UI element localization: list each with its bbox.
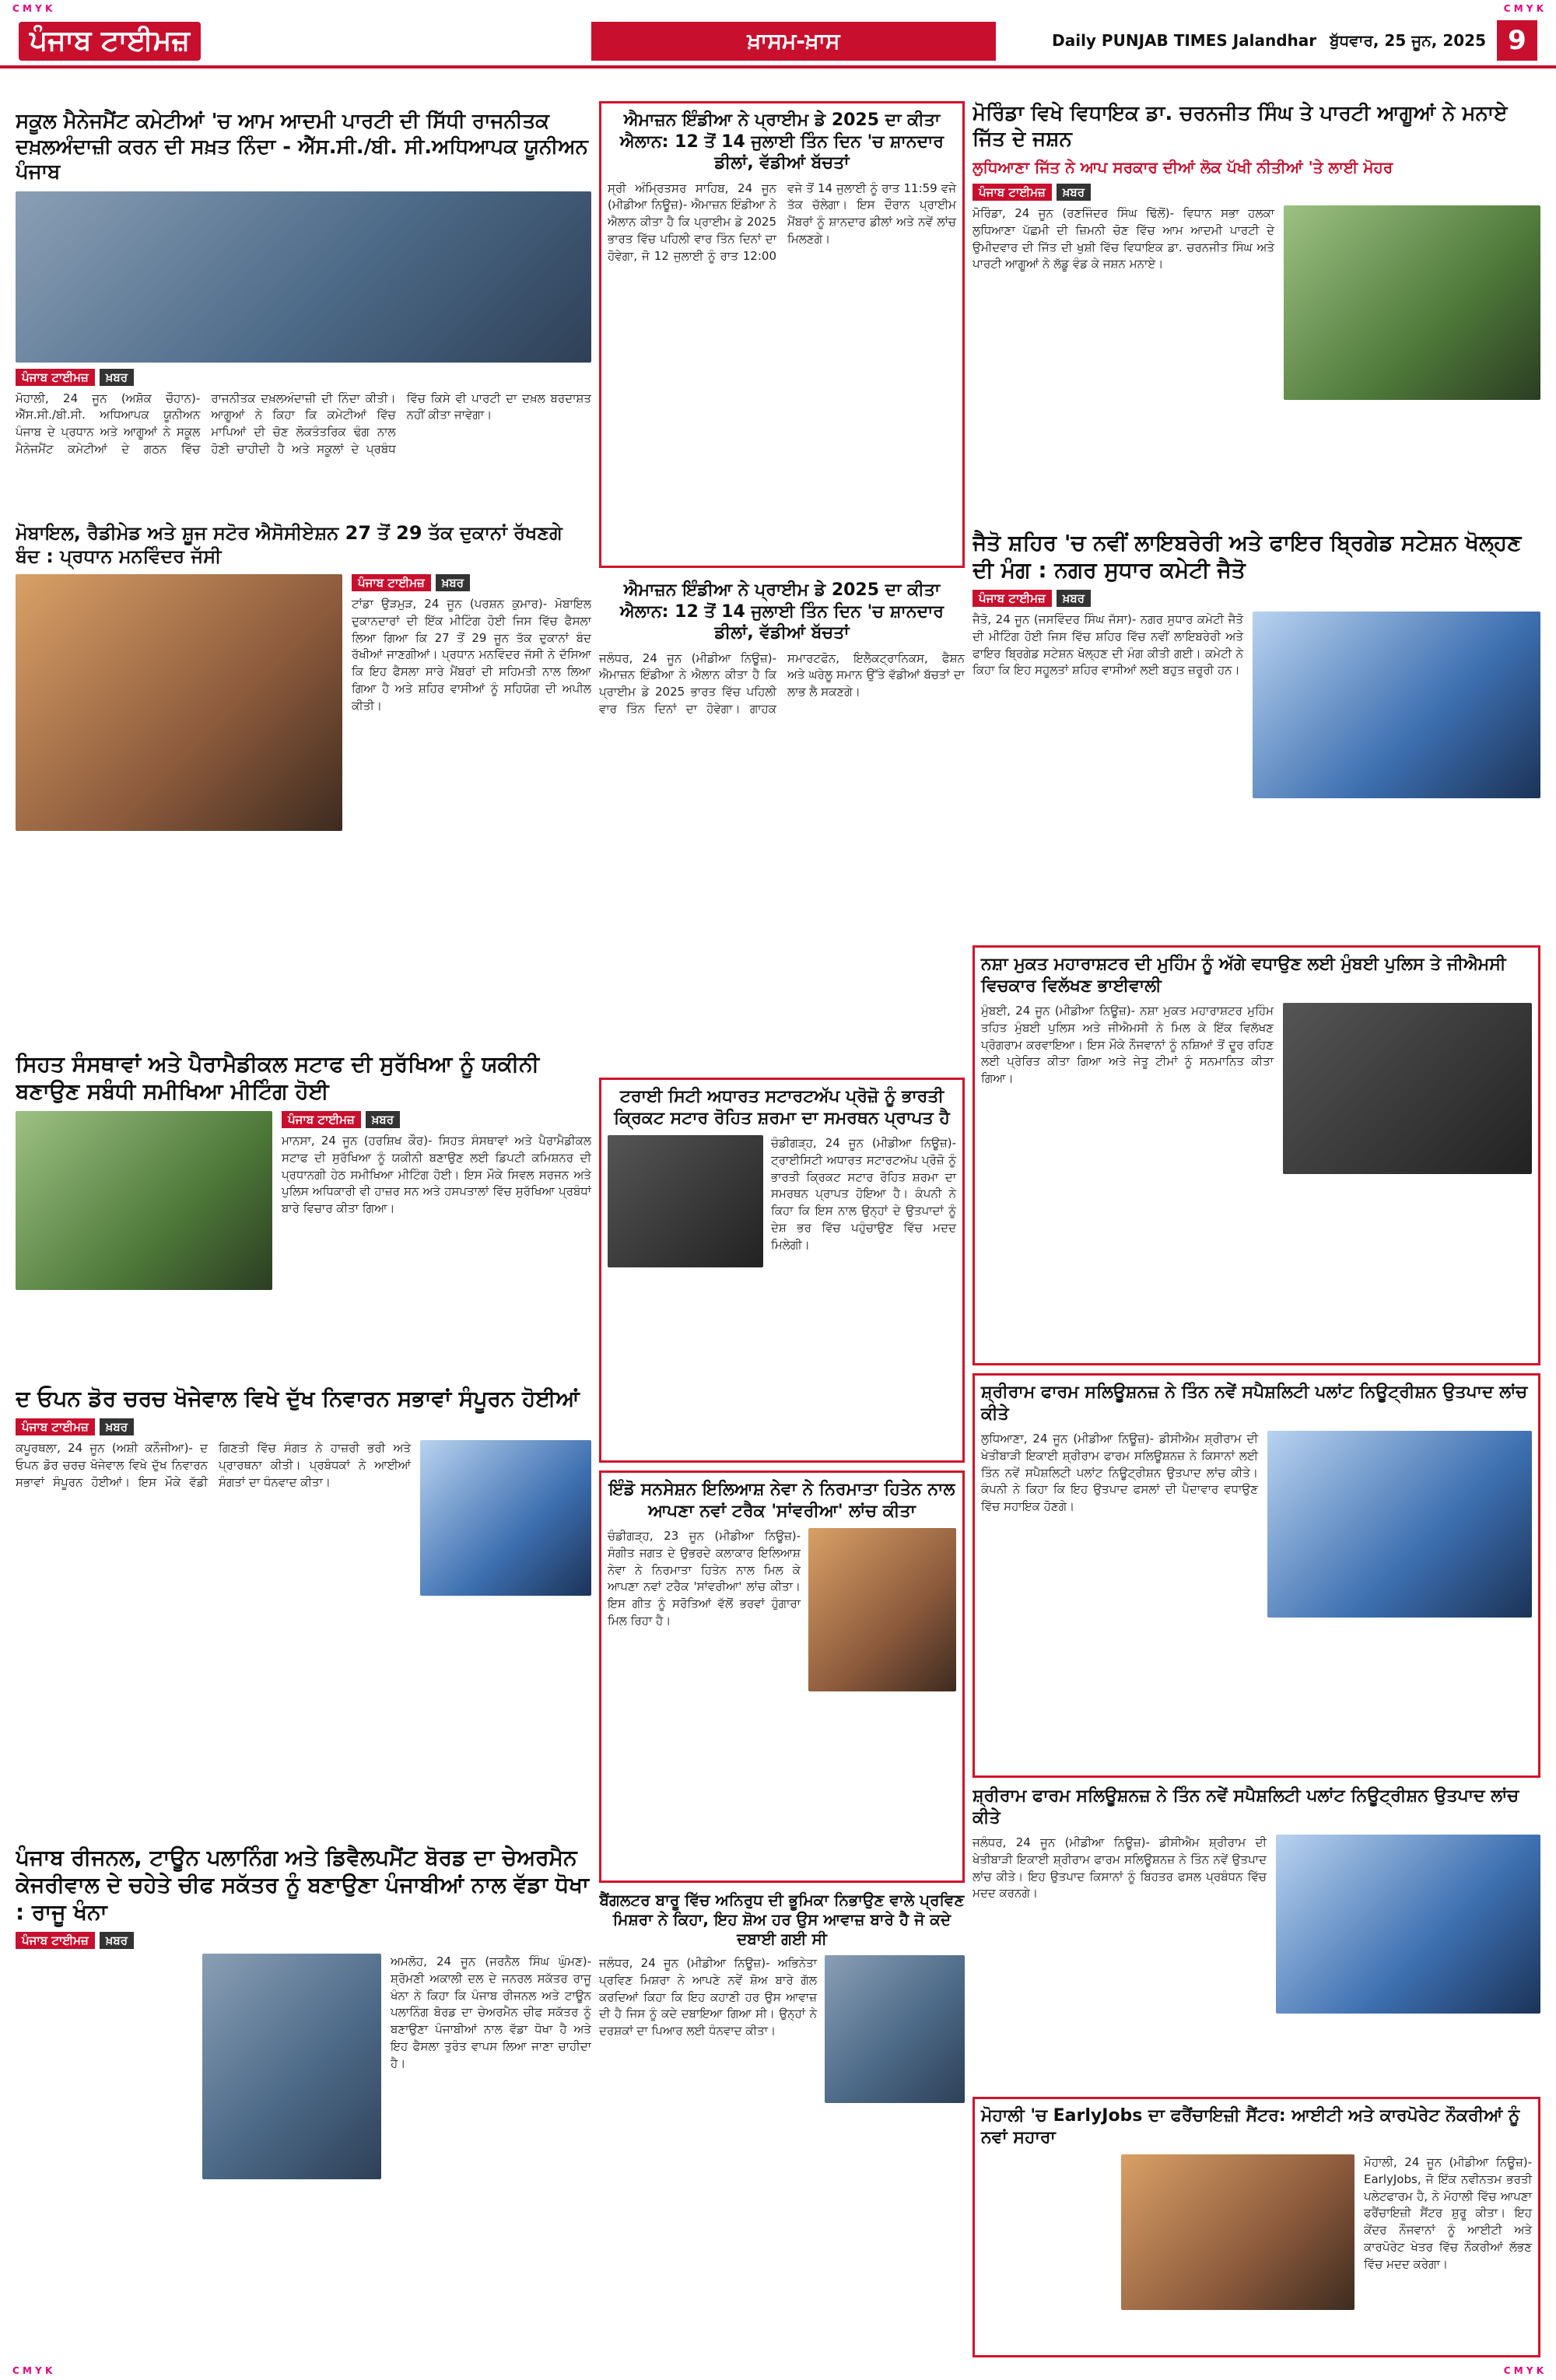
photo [16, 191, 591, 363]
story-mobile-shops [16, 521, 591, 1043]
article-body: ਮਾਨਸਾ, 24 ਜੂਨ (ਹਰਸ਼ਿਖ ਕੌਰ)- ਸਿਹਤ ਸੰਸਥਾਵਾਂ ਅਤੇ ਪੈਰਾਮੈਡੀਕਲ ਸਟਾਫ ਦੀ ਸੁਰੱਖਿਆ ਨੂੰ ਯਕੀਨੀ ਬਣਾਉਣ ਲਈ ਡਿਪਟੀ ਕਮਿਸ਼ਨਰ ਦੀ ਪ੍ਰਧਾਨਗੀ ਹੇਠ ਸਮੀਖਿਆ ਮੀਟਿੰਗ ਹੋਈ। ਇਸ ਮੌਕੇ ਸਿਵਲ ਸਰਜਨ ਅਤੇ ਪੁਲਿਸ ਅਧਿਕਾਰੀ ਵੀ ਹਾਜ਼ਰ ਸਨ ਅਤੇ ਹਸਪਤਾਲਾਂ ਵਿੱਚ ਸੁਰੱਖਿਆ ਪ੍ਰਬੰਧਾਂ ਬਾਰੇ ਵਿਚਾਰ ਕੀਤਾ ਗਿਆ। [282, 1134, 591, 1215]
article-body: ਜਲੰਧਰ, 24 ਜੂਨ (ਮੀਡੀਆ ਨਿਊਜ਼)- ਡੀਸੀਐਮ ਸ਼੍ਰੀਰਾਮ ਦੀ ਖੇਤੀਬਾੜੀ ਇਕਾਈ ਸ਼੍ਰੀਰਾਮ ਫਾਰਮ ਸਲਿਊਸ਼ਨਜ਼ ਨੇ ਤਿੰਨ ਨਵੇਂ ਉਤਪਾਦ ਲਾਂਚ ਕੀਤੇ। ਇਹ ਉਤਪਾਦ ਕਿਸਾਨਾਂ ਨੂੰ ਬਿਹਤਰ ਫਸਲ ਪ੍ਰਬੰਧਨ ਵਿੱਚ ਮਦਦ ਕਰਨਗੇ। [972, 1835, 1267, 1901]
photo [825, 1955, 965, 2103]
article-body: ਜਲੰਧਰ, 24 ਜੂਨ (ਮੀਡੀਆ ਨਿਊਜ਼)- ਅਭਿਨੇਤਾ ਪ੍ਰਵਿਣ ਮਿਸ਼ਰਾ ਨੇ ਆਪਣੇ ਨਵੇਂ ਸ਼ੋਅ ਬਾਰੇ ਗੱਲ ਕਰਦਿਆਂ ਕਿਹਾ ਕਿ ਇਹ ਕਹਾਣੀ ਹਰ ਉਸ ਆਵਾਜ਼ ਦੀ ਹੈ ਜਿਸ ਨੂੰ ਕਦੇ ਦਬਾਇਆ ਗਿਆ ਸੀ। ਉਨ੍ਹਾਂ ਨੇ ਦਰਸ਼ਕਾਂ ਦਾ ਪਿਆਰ ਲਈ ਧੰਨਵਾਦ ਕੀਤਾ। [599, 1956, 817, 2038]
article-body: ਲੁਧਿਆਣਾ, 24 ਜੂਨ (ਮੀਡੀਆ ਨਿਊਜ਼)- ਡੀਸੀਐਮ ਸ਼੍ਰੀਰਾਮ ਦੀ ਖੇਤੀਬਾੜੀ ਇਕਾਈ ਸ਼੍ਰੀਰਾਮ ਫਾਰਮ ਸਲਿਊਸ਼ਨਜ਼ ਨੇ ਕਿਸਾਨਾਂ ਲਈ ਤਿੰਨ ਨਵੇਂ ਸਪੈਸ਼ਲਿਟੀ ਪਲਾਂਟ ਨਿਊਟ੍ਰੀਸ਼ਨ ਉਤਪਾਦ ਲਾਂਚ ਕੀਤੇ। ਕੰਪਨੀ ਨੇ ਕਿਹਾ ਕਿ ਇਹ ਉਤਪਾਦ ਫਸਲਾਂ ਦੀ ਪੈਦਾਵਾਰ ਵਧਾਉਣ ਵਿੱਚ ਸਹਾਇਕ ਹੋਣਗੇ। [981, 1432, 1258, 1513]
story-amazon-prime-day-1 [599, 101, 965, 568]
cmyk-marker-bottom-right: C M Y K [1503, 2365, 1544, 2376]
byline-tag: ਪੰਜਾਬ ਟਾਈਮਜ਼ [16, 1932, 95, 1949]
article-body: ਮੋਰਿੰਡਾ, 24 ਜੂਨ (ਰਣਜਿੰਦਰ ਸਿੰਘ ਢਿੱਲੋਂ)- ਵਿਧਾਨ ਸਭਾ ਹਲਕਾ ਲੁਧਿਆਣਾ ਪੱਛਮੀ ਦੀ ਜ਼ਿਮਨੀ ਚੋਣ ਵਿੱਚ ਆਮ ਆਦਮੀ ਪਾਰਟੀ ਦੇ ਉਮੀਦਵਾਰ ਦੀ ਜਿੱਤ ਦੀ ਖੁਸ਼ੀ ਵਿੱਚ ਵਿਧਾਇਕ ਡਾ. ਚਰਨਜੀਤ ਸਿੰਘ ਅਤੇ ਪਾਰਟੀ ਆਗੂਆਂ ਨੇ ਲੱਡੂ ਵੰਡ ਕੇ ਜਸ਼ਨ ਮਨਾਏ। [972, 206, 1274, 272]
story-smc [16, 109, 591, 514]
byline-kind: ਖ਼ਬਰ [366, 1111, 400, 1128]
headline: ਟਰਾਈ ਸਿਟੀ ਅਧਾਰਤ ਸਟਾਰਟਅੱਪ ਪ੍ਰੋਜ਼ੋ ਨੂੰ ਭਾਰਤੀ ਕ੍ਰਿਕਟ ਸਟਾਰ ਰੋਹਿਤ ਸ਼ਰਮਾ ਦਾ ਸਮਰਥਨ ਪ੍ਰਾਪਤ ਹੈ [614, 1087, 950, 1128]
print-registration-bar [0, 0, 1556, 17]
story-prozo [599, 1078, 965, 1463]
photo [1253, 612, 1540, 798]
cmyk-marker-left: C M Y K [12, 3, 53, 14]
article-body: ਕਪੂਰਥਲਾ, 24 ਜੂਨ (ਅਸ਼ੀ ਕਨੌਜੀਆ)- ਦ ਓਪਨ ਡੋਰ ਚਰਚ ਖੋਜੇਵਾਲ ਵਿਖੇ ਦੁੱਖ ਨਿਵਾਰਨ ਸਭਾਵਾਂ ਸੰਪੂਰਨ ਹੋਈਆਂ। ਇਸ ਮੌਕੇ ਵੱਡੀ ਗਿਣਤੀ ਵਿੱਚ ਸੰਗਤ ਨੇ ਹਾਜ਼ਰੀ ਭਰੀ ਅਤੇ ਪ੍ਰਾਰਥਨਾ ਕੀਤੀ। ਪ੍ਰਬੰਧਕਾਂ ਨੇ ਆਈਆਂ ਸੰਗਤਾਂ ਦਾ ਧੰਨਵਾਦ ਕੀਤਾ। [16, 1441, 411, 1489]
article-body: ਮੋਹਾਲੀ, 24 ਜੂਨ (ਮੀਡੀਆ ਨਿਊਜ਼)- EarlyJobs, ਜੋ ਇੱਕ ਨਵੀਨਤਮ ਭਰਤੀ ਪਲੇਟਫਾਰਮ ਹੈ, ਨੇ ਮੋਹਾਲੀ ਵਿੱਚ ਆਪਣਾ ਫਰੈਂਚਾਇਜ਼ੀ ਸੈਂਟਰ ਸ਼ੁਰੂ ਕੀਤਾ। ਇਹ ਕੇਂਦਰ ਨੌਜਵਾਨਾਂ ਨੂੰ ਆਈਟੀ ਅਤੇ ਕਾਰਪੋਰੇਟ ਖੇਤਰ ਵਿੱਚ ਨੌਕਰੀਆਂ ਲੱਭਣ ਵਿੱਚ ਮਦਦ ਕਰੇਗਾ। [1364, 2155, 1532, 2271]
cmyk-marker-right: C M Y K [1503, 3, 1544, 14]
story-shriram-1 [972, 1373, 1540, 1778]
byline-tag: ਪੰਜਾਬ ਟਾਈਮਜ਼ [972, 590, 1052, 607]
headline: ਮੋਹਾਲੀ 'ਚ EarlyJobs ਦਾ ਫਰੈਂਚਾਇਜ਼ੀ ਸੈਂਟਰ: ਆਈਟੀ ਅਤੇ ਕਾਰਪੋਰੇਟ ਨੌਕਰੀਆਂ ਨੂੰ ਨਵਾਂ ਸਹਾਰਾ [981, 2106, 1520, 2147]
page-header [0, 17, 1556, 68]
headline: ਸਕੂਲ ਮੈਨੇਜਮੈਂਟ ਕਮੇਟੀਆਂ 'ਚ ਆਮ ਆਦਮੀ ਪਾਰਟੀ ਦੀ ਸਿੱਧੀ ਰਾਜਨੀਤਕ ਦਖ਼ਲਅੰਦਾਜ਼ੀ ਕਰਨ ਦੀ ਸਖ਼ਤ ਨਿੰਦਾ - ਐੱਸ.ਸੀ./ਬੀ. ਸੀ.ਅਧਿਆਪਕ ਯੂਨੀਅਨ ਪੰਜਾਬ [16, 110, 588, 184]
issue-date: ਬੁੱਧਵਾਰ, 25 ਜੂਨ, 2025 [1330, 31, 1486, 50]
headline: ਸ਼੍ਰੀਰਾਮ ਫਾਰਮ ਸਲਿਊਸ਼ਨਜ਼ ਨੇ ਤਿੰਨ ਨਵੇਂ ਸਪੈਸ਼ਲਿਟੀ ਪਲਾਂਟ ਨਿਊਟ੍ਰੀਸ਼ਨ ਉਤਪਾਦ ਲਾਂਚ ਕੀਤੇ [981, 1383, 1528, 1424]
photo [808, 1528, 956, 1691]
headline: ਸ਼੍ਰੀਰਾਮ ਫਾਰਮ ਸਲਿਊਸ਼ਨਜ਼ ਨੇ ਤਿੰਨ ਨਵੇਂ ਸਪੈਸ਼ਲਿਟੀ ਪਲਾਂਟ ਨਿਊਟ੍ਰੀਸ਼ਨ ਉਤਪਾਦ ਲਾਂਚ ਕੀਤੇ [972, 1786, 1519, 1828]
photo [1267, 1431, 1532, 1618]
article-body: ਅਮਲੋਹ, 24 ਜੂਨ (ਜਰਨੈਲ ਸਿੰਘ ਘੁੰਮਣ)- ਸ਼੍ਰੋਮਣੀ ਅਕਾਲੀ ਦਲ ਦੇ ਜਨਰਲ ਸਕੱਤਰ ਰਾਜੂ ਖੰਨਾ ਨੇ ਕਿਹਾ ਕਿ ਪੰਜਾਬ ਰੀਜਨਲ ਅਤੇ ਟਾਊਨ ਪਲਾਨਿੰਗ ਬੋਰਡ ਦਾ ਚੇਅਰਮੈਨ ਚੀਫ ਸਕੱਤਰ ਨੂੰ ਬਣਾਉਣਾ ਪੰਜਾਬੀਆਂ ਨਾਲ ਵੱਡਾ ਧੋਖਾ ਹੈ ਅਤੇ ਇਹ ਫੈਸਲਾ ਤੁਰੰਤ ਵਾਪਸ ਲਿਆ ਜਾਣਾ ਚਾਹੀਦਾ ਹੈ। [391, 1954, 591, 2070]
byline-tag: ਪੰਜਾਬ ਟਾਈਮਜ਼ [972, 184, 1052, 201]
story-shriram-2 [972, 1786, 1540, 2089]
story-raju-khanna [16, 1844, 591, 2357]
article-body: ਜਲੰਧਰ, 24 ਜੂਨ (ਮੀਡੀਆ ਨਿਊਜ਼)- ਐਮਾਜ਼ਨ ਇੰਡੀਆ ਨੇ ਐਲਾਨ ਕੀਤਾ ਹੈ ਕਿ ਪ੍ਰਾਈਮ ਡੇ 2025 ਭਾਰਤ ਵਿੱਚ ਪਹਿਲੀ ਵਾਰ ਤਿੰਨ ਦਿਨਾਂ ਦਾ ਹੋਵੇਗਾ। ਗਾਹਕ ਸਮਾਰਟਫੋਨ, ਇਲੈਕਟ੍ਰਾਨਿਕਸ, ਫੈਸ਼ਨ ਅਤੇ ਘਰੇਲੂ ਸਮਾਨ ਉੱਤੇ ਵੱਡੀਆਂ ਬੱਚਤਾਂ ਦਾ ਲਾਭ ਲੈ ਸਕਣਗੇ। [599, 650, 965, 716]
photo [1284, 205, 1540, 400]
story-mumbai-police [972, 945, 1540, 1365]
headline: ਪੰਜਾਬ ਰੀਜਨਲ, ਟਾਊਨ ਪਲਾਨਿੰਗ ਅਤੇ ਡਿਵੈਲਪਮੈਂਟ ਬੋਰਡ ਦਾ ਚੇਅਰਮੈਨ ਕੇਜਰੀਵਾਲ ਦੇ ਚਹੇਤੇ ਚੀਫ ਸਕੱਤਰ ਨੂੰ ਬਣਾਉਣਾ ਪੰਜਾਬੀਆਂ ਨਾਲ ਵੱਡਾ ਧੋਖਾ : ਰਾਜੂ ਖੰਨਾ [16, 1845, 590, 1925]
masthead: ਪੰਜਾਬ ਟਾਈਮਜ਼ [19, 22, 201, 61]
article-body: ਜੈਤੋ, 24 ਜੂਨ (ਜਸਵਿੰਦਰ ਸਿੰਘ ਜੱਸਾ)- ਨਗਰ ਸੁਧਾਰ ਕਮੇਟੀ ਜੈਤੋ ਦੀ ਮੀਟਿੰਗ ਹੋਈ ਜਿਸ ਵਿੱਚ ਸ਼ਹਿਰ ਵਿੱਚ ਨਵੀਂ ਲਾਇਬਰੇਰੀ ਅਤੇ ਫਾਇਰ ਬ੍ਰਿਗੇਡ ਸਟੇਸ਼ਨ ਖੋਲ੍ਹਣ ਦੀ ਮੰਗ ਕੀਤੀ ਗਈ। ਕਮੇਟੀ ਨੇ ਕਿਹਾ ਕਿ ਇਹ ਸਹੂਲਤਾਂ ਸ਼ਹਿਰ ਵਾਸੀਆਂ ਲਈ ਬਹੁਤ ਜ਼ਰੂਰੀ ਹਨ। [972, 612, 1243, 678]
article-body: ਮੁੰਬਈ, 24 ਜੂਨ (ਮੀਡੀਆ ਨਿਊਜ਼)- ਨਸ਼ਾ ਮੁਕਤ ਮਹਾਰਾਸ਼ਟਰ ਮੁਹਿੰਮ ਤਹਿਤ ਮੁੰਬਈ ਪੁਲਿਸ ਅਤੇ ਜੀਐਮਸੀ ਨੇ ਮਿਲ ਕੇ ਇੱਕ ਵਿਲੱਖਣ ਪ੍ਰੋਗਰਾਮ ਕਰਵਾਇਆ। ਇਸ ਮੌਕੇ ਨੌਜਵਾਨਾਂ ਨੂੰ ਨਸ਼ਿਆਂ ਤੋਂ ਦੂਰ ਰਹਿਣ ਲਈ ਪ੍ਰੇਰਿਤ ਕੀਤਾ ਗਿਆ ਅਤੇ ਜੇਤੂ ਟੀਮਾਂ ਨੂੰ ਸਨਮਾਨਿਤ ਕੀਤਾ ਗਿਆ। [981, 1004, 1274, 1085]
page-number: 9 [1497, 20, 1537, 61]
byline-tag: ਪੰਜਾਬ ਟਾਈਮਜ਼ [282, 1111, 361, 1128]
photo [16, 574, 342, 831]
article-body: ਮੋਹਾਲੀ, 24 ਜੂਨ (ਅਸ਼ੋਕ ਚੌਹਾਨ)- ਐੱਸ.ਸੀ./ਬੀ.ਸੀ. ਅਧਿਆਪਕ ਯੂਨੀਅਨ ਪੰਜਾਬ ਦੇ ਪ੍ਰਧਾਨ ਅਤੇ ਆਗੂਆਂ ਨੇ ਸਕੂਲ ਮੈਨੇਜਮੈਂਟ ਕਮੇਟੀਆਂ ਦੇ ਗਠਨ ਵਿੱਚ ਰਾਜਨੀਤਕ ਦਖ਼ਲਅੰਦਾਜ਼ੀ ਦੀ ਨਿੰਦਾ ਕੀਤੀ। ਆਗੂਆਂ ਨੇ ਕਿਹਾ ਕਿ ਕਮੇਟੀਆਂ ਵਿੱਚ ਮਾਪਿਆਂ ਦੀ ਚੋਣ ਲੋਕਤੰਤਰਿਕ ਢੰਗ ਨਾਲ ਹੋਣੀ ਚਾਹੀਦੀ ਹੈ ਅਤੇ ਸਕੂਲਾਂ ਦੇ ਪ੍ਰਬੰਧ ਵਿੱਚ ਕਿਸੇ ਵੀ ਪਾਰਟੀ ਦਾ ਦਖ਼ਲ ਬਰਦਾਸ਼ਤ ਨਹੀਂ ਕੀਤਾ ਜਾਵੇਗਾ। [16, 391, 591, 456]
article-body: ਸ੍ਰੀ ਅੰਮ੍ਰਿਤਸਰ ਸਾਹਿਬ, 24 ਜੂਨ (ਮੀਡੀਆ ਨਿਊਜ਼)- ਐਮਾਜ਼ਨ ਇੰਡੀਆ ਨੇ ਐਲਾਨ ਕੀਤਾ ਹੈ ਕਿ ਪ੍ਰਾਈਮ ਡੇ 2025 ਭਾਰਤ ਵਿੱਚ ਪਹਿਲੀ ਵਾਰ ਤਿੰਨ ਦਿਨਾਂ ਦਾ ਹੋਵੇਗਾ, ਜੋ 12 ਜੁਲਾਈ ਨੂੰ ਰਾਤ 12:00 ਵਜੇ ਤੋਂ 14 ਜੁਲਾਈ ਨੂੰ ਰਾਤ 11:59 ਵਜੇ ਤੱਕ ਚੱਲੇਗਾ। ਇਸ ਦੌਰਾਨ ਪ੍ਰਾਈਮ ਮੈਂਬਰਾਂ ਨੂੰ ਸ਼ਾਨਦਾਰ ਡੀਲਾਂ ਅਤੇ ਨਵੇਂ ਲਾਂਚ ਮਿਲਣਗੇ। [608, 181, 956, 263]
story-pravin-mishra [599, 1891, 965, 2357]
headline: ਜੈਤੋ ਸ਼ਹਿਰ 'ਚ ਨਵੀਂ ਲਾਇਬਰੇਰੀ ਅਤੇ ਫਾਇਰ ਬ੍ਰਿਗੇਡ ਸਟੇਸ਼ਨ ਖੋਲ੍ਹਣ ਦੀ ਮੰਗ : ਨਗਰ ਸੁਧਾਰ ਕਮੇਟੀ ਜੈਤੋ [972, 530, 1522, 583]
article-body: ਚੰਡੀਗੜ੍ਹ, 24 ਜੂਨ (ਮੀਡੀਆ ਨਿਊਜ਼)- ਟ੍ਰਾਈਸਿਟੀ ਅਧਾਰਤ ਸਟਾਰਟਅੱਪ ਪ੍ਰੋਜ਼ੋ ਨੂੰ ਭਾਰਤੀ ਕ੍ਰਿਕਟ ਸਟਾਰ ਰੋਹਿਤ ਸ਼ਰਮਾ ਦਾ ਸਮਰਥਨ ਪ੍ਰਾਪਤ ਹੋਇਆ ਹੈ। ਕੰਪਨੀ ਨੇ ਕਿਹਾ ਕਿ ਇਸ ਨਾਲ ਉਨ੍ਹਾਂ ਦੇ ਉਤਪਾਦਾਂ ਨੂੰ ਦੇਸ਼ ਭਰ ਵਿੱਚ ਪਹੁੰਚਾਉਣ ਵਿੱਚ ਮਦਦ ਮਿਲੇਗੀ। [771, 1136, 956, 1252]
story-saawariya [599, 1470, 965, 1883]
story-earlyjobs [972, 2097, 1540, 2357]
photo [1276, 1835, 1540, 2014]
headline: ਮੋਰਿੰਡਾ ਵਿਖੇ ਵਿਧਾਇਕ ਡਾ. ਚਰਨਜੀਤ ਸਿੰਘ ਤੇ ਪਾਰਟੀ ਆਗੂਆਂ ਨੇ ਮਨਾਏ ਜਿੱਤ ਦੇ ਜਸ਼ਨ [972, 102, 1508, 151]
article-body: ਟਾਂਡਾ ਉੜਮੁੜ, 24 ਜੂਨ (ਪਰਸ਼ਨ ਕੁਮਾਰ)- ਮੋਬਾਇਲ ਦੁਕਾਨਦਾਰਾਂ ਦੀ ਇੱਕ ਮੀਟਿੰਗ ਹੋਈ ਜਿਸ ਵਿੱਚ ਫੈਸਲਾ ਲਿਆ ਗਿਆ ਕਿ 27 ਤੋਂ 29 ਜੂਨ ਤੱਕ ਦੁਕਾਨਾਂ ਬੰਦ ਰੱਖੀਆਂ ਜਾਣਗੀਆਂ। ਪ੍ਰਧਾਨ ਮਨਵਿੰਦਰ ਜੱਸੀ ਨੇ ਦੱਸਿਆ ਕਿ ਇਹ ਫੈਸਲਾ ਸਾਰੇ ਮੈਂਬਰਾਂ ਦੀ ਸਹਿਮਤੀ ਨਾਲ ਲਿਆ ਗਿਆ ਹੈ ਅਤੇ ਸ਼ਹਿਰ ਵਾਸੀਆਂ ਨੂੰ ਸਹਿਯੋਗ ਦੀ ਅਪੀਲ ਕੀਤੀ। [352, 597, 591, 713]
headline: ਸਿਹਤ ਸੰਸਥਾਵਾਂ ਅਤੇ ਪੈਰਾਮੈਡੀਕਲ ਸਟਾਫ ਦੀ ਸੁਰੱਖਿਆ ਨੂੰ ਯਕੀਨੀ ਬਣਾਉਣ ਸਬੰਧੀ ਸਮੀਖਿਆ ਮੀਟਿੰਗ ਹੋਈ [16, 1051, 540, 1104]
article-body: ਚੰਡੀਗੜ੍ਹ, 23 ਜੂਨ (ਮੀਡੀਆ ਨਿਊਜ਼)- ਸੰਗੀਤ ਜਗਤ ਦੇ ਉਭਰਦੇ ਕਲਾਕਾਰ ਇਲਿਆਸ਼ ਨੇਵਾ ਨੇ ਨਿਰਮਾਤਾ ਹਿਤੇਨ ਨਾਲ ਮਿਲ ਕੇ ਆਪਣਾ ਨਵਾਂ ਟਰੈਕ 'ਸਾਂਵਰੀਆ' ਲਾਂਚ ਕੀਤਾ। ਇਸ ਗੀਤ ਨੂੰ ਸਰੋਤਿਆਂ ਵੱਲੋਂ ਭਰਵਾਂ ਹੁੰਗਾਰਾ ਮਿਲ ਰਿਹਾ ਹੈ। [608, 1529, 801, 1628]
story-health-safety [16, 1050, 591, 1377]
story-open-door-church [16, 1385, 591, 1836]
byline-kind: ਖ਼ਬਰ [1057, 590, 1091, 607]
story-jaito-library [972, 529, 1540, 934]
byline-tag: ਪੰਜਾਬ ਟਾਈਮਜ਼ [16, 369, 95, 386]
story-amazon-prime-day-2 [599, 580, 965, 1070]
headline: ਐਮਾਜ਼ਨ ਇੰਡੀਆ ਨੇ ਪ੍ਰਾਈਮ ਡੇ 2025 ਦਾ ਕੀਤਾ ਐਲਾਨ: 12 ਤੋਂ 14 ਜੁਲਾਈ ਤਿੰਨ ਦਿਨ 'ਚ ਸ਼ਾਨਦਾਰ ਡੀਲਾਂ, ਵੱਡੀਆਂ ਬੱਚਤਾਂ [619, 580, 944, 643]
photo [202, 1954, 381, 2179]
print-registration-footer [0, 2362, 1556, 2380]
subheadline: ਲੁਧਿਆਣਾ ਜਿੱਤ ਨੇ ਆਪ ਸਰਕਾਰ ਦੀਆਂ ਲੋਕ ਪੱਖੀ ਨੀਤੀਆਂ 'ਤੇ ਲਾਈ ਮੋਹਰ [972, 158, 1393, 177]
headline: ਦ ਓਪਨ ਡੋਰ ਚਰਚ ਖੋਜੇਵਾਲ ਵਿਖੇ ਦੁੱਖ ਨਿਵਾਰਨ ਸਭਾਵਾਂ ਸੰਪੂਰਨ ਹੋਈਆਂ [16, 1386, 580, 1411]
headline: ਨਸ਼ਾ ਮੁਕਤ ਮਹਾਰਾਸ਼ਟਰ ਦੀ ਮੁਹਿੰਮ ਨੂੰ ਅੱਗੇ ਵਧਾਉਣ ਲਈ ਮੁੰਬਈ ਪੁਲਿਸ ਤੇ ਜੀਐਮਸੀ ਵਿਚਕਾਰ ਵਿਲੱਖਣ ਭਾਈਵਾਲੀ [981, 955, 1506, 996]
story-morinda-celebration [972, 101, 1540, 521]
byline-kind: ਖ਼ਬਰ [436, 574, 470, 591]
headline: ਐਮਾਜ਼ਨ ਇੰਡੀਆ ਨੇ ਪ੍ਰਾਈਮ ਡੇ 2025 ਦਾ ਕੀਤਾ ਐਲਾਨ: 12 ਤੋਂ 14 ਜੁਲਾਈ ਤਿੰਨ ਦਿਨ 'ਚ ਸ਼ਾਨਦਾਰ ਡੀਲਾਂ, ਵੱਡੀਆਂ ਬੱਚਤਾਂ [619, 110, 944, 173]
photo [1283, 1003, 1532, 1174]
photo [420, 1440, 591, 1596]
byline-tag: ਪੰਜਾਬ ਟਾਈਮਜ਼ [16, 1418, 95, 1435]
byline-kind: ਖ਼ਬਰ [1057, 184, 1091, 201]
byline-tag: ਪੰਜਾਬ ਟਾਈਮਜ਼ [352, 574, 431, 591]
headline: ਮੋਬਾਇਲ, ਰੈਡੀਮੇਡ ਅਤੇ ਸ਼ੂਜ ਸਟੋਰ ਐਸੋਸੀਏਸ਼ਨ 27 ਤੋਂ 29 ਤੱਕ ਦੁਕਾਨਾਂ ਰੱਖਣਗੇ ਬੰਦ : ਪ੍ਰਧਾਨ ਮਨਵਿੰਦਰ ਜੱਸੀ [16, 522, 562, 567]
photo [1121, 2154, 1354, 2310]
headline: ਇੰਡੋ ਸਨਸੇਸ਼ਨ ਇਲਿਆਸ਼ ਨੇਵਾ ਨੇ ਨਿਰਮਾਤਾ ਹਿਤੇਨ ਨਾਲ ਆਪਣਾ ਨਵਾਂ ਟਰੈਕ 'ਸਾਂਵਰੀਆ' ਲਾਂਚ ਕੀਤਾ [608, 1480, 955, 1521]
section-label: ਖ਼ਾਸਮ-ਖ਼ਾਸ [591, 22, 996, 61]
byline-kind: ਖ਼ਬਰ [100, 1932, 134, 1949]
edition-name: Daily PUNJAB TIMES Jalandhar [1052, 31, 1317, 50]
cmyk-marker-bottom-left: C M Y K [12, 2365, 53, 2376]
headline: ਬੈਂਗਲਟਰ ਬਾਰੂ ਵਿੱਚ ਅਨਿਰੁਧ ਦੀ ਭੂਮਿਕਾ ਨਿਭਾਉਣ ਵਾਲੇ ਪ੍ਰਵਿਣ ਮਿਸ਼ਰਾ ਨੇ ਕਿਹਾ, ਇਹ ਸ਼ੋਅ ਹਰ ਉਸ ਆਵਾਜ਼ ਬਾਰੇ ਹੈ ਜੋ ਕਦੇ ਦਬਾਈ ਗਈ ਸੀ [599, 1891, 965, 1948]
photo [16, 1111, 272, 1290]
photo [608, 1135, 763, 1267]
byline-kind: ਖ਼ਬਰ [100, 369, 134, 386]
edition-date [1052, 31, 1486, 50]
byline-kind: ਖ਼ਬਰ [100, 1418, 134, 1435]
